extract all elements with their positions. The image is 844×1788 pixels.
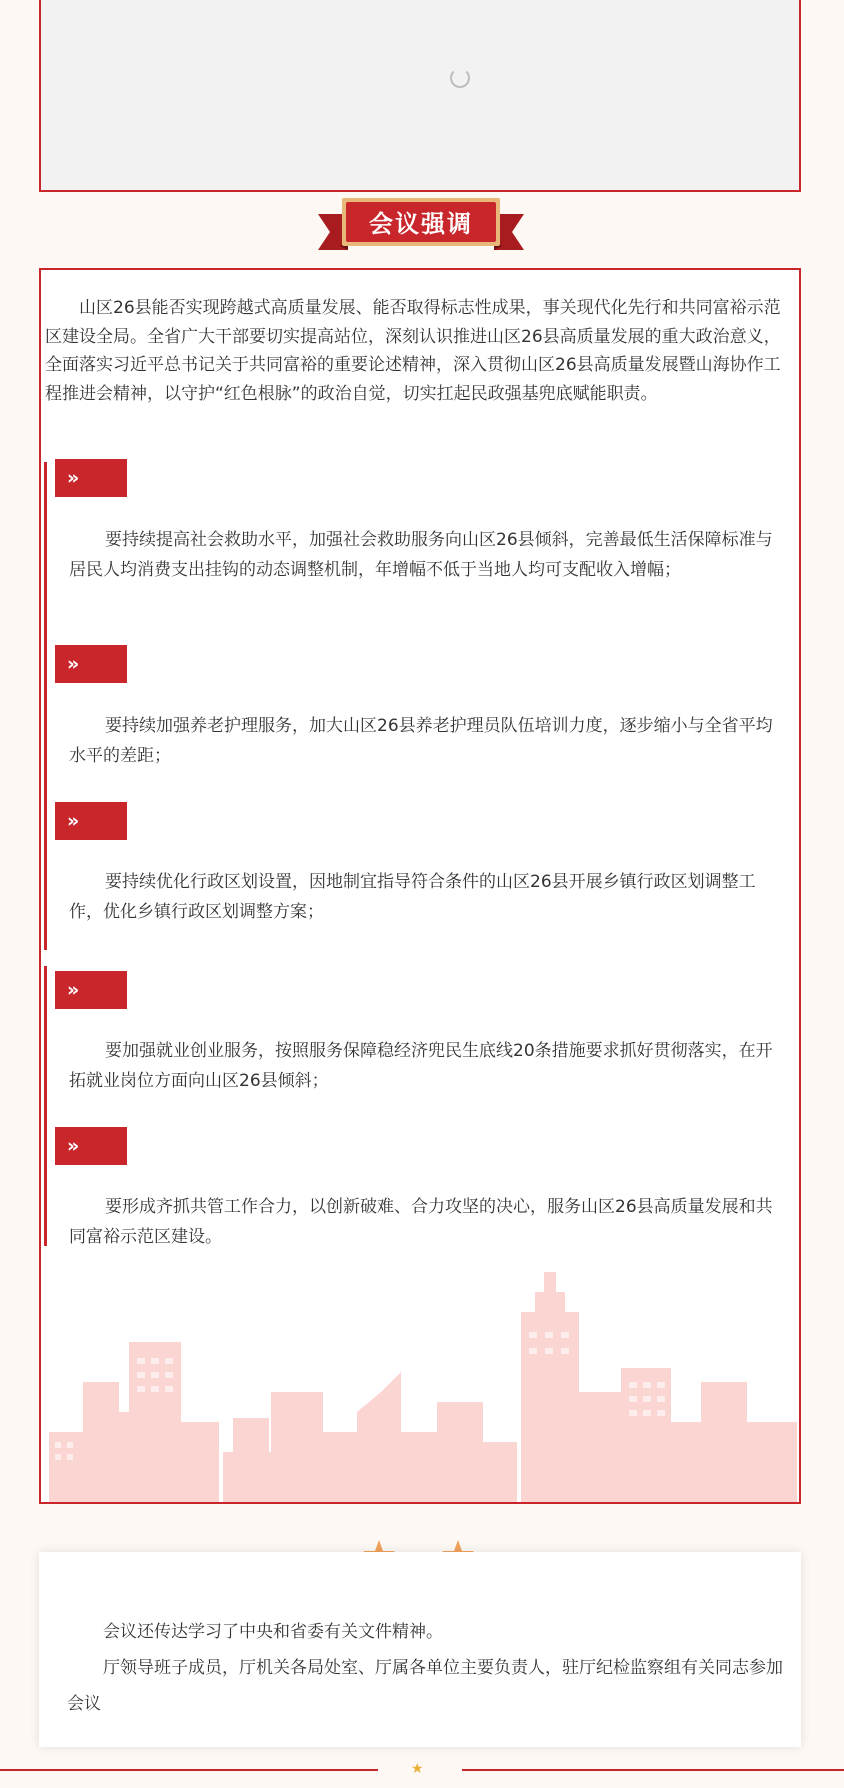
intro-paragraph: 山区26县能否实现跨越式高质量发展、能否取得标志性成果，事关现代化先行和共同富裕示范区建设全局。全省广大干部要切实提高站位，深刻认识推进山区26县高质量发展的重大政治意义，全面落实习近平总书记关于共同富裕的重要论述精神，深入贯彻山区26县高质量发展暨山海协作工程推进会精神，以守护“红色根脉”的政治自觉，切实扛起民政强基兜底赋能职责。: [45, 298, 781, 404]
item-paragraph: 要持续优化行政区划设置，因地制宜指导符合条件的山区26县开展乡镇行政区划调整工作，优化乡镇行政区划调整方案；: [69, 872, 756, 922]
item-paragraph: 要形成齐抓共管工作合力，以创新破难、合力攻坚的决心，服务山区26县高质量发展和共同富裕示范区建设。: [69, 1197, 773, 1247]
emphasis-panel: [39, 268, 801, 1504]
item-tag: »: [55, 1127, 127, 1165]
decor-left-line: [44, 966, 47, 1246]
item-tag: »: [55, 971, 127, 1009]
section-title: 会议强调: [369, 210, 473, 238]
city-skyline-icon: [41, 1272, 799, 1502]
footer-divider: [462, 1769, 844, 1771]
loading-spinner-icon: [450, 68, 470, 88]
item-paragraph: 要加强就业创业服务，按照服务保障稳经济兜民生底线20条措施要求抓好贯彻落实，在开拓就业岗位方面向山区26县倾斜；: [69, 1041, 773, 1091]
decor-left-line: [44, 462, 47, 950]
video-player[interactable]: [39, 0, 801, 192]
item-tag: »: [55, 645, 127, 683]
item-paragraph: 要持续加强养老护理服务，加大山区26县养老护理员队伍培训力度，逐步缩小与全省平均水平的差距；: [69, 716, 773, 766]
footer-divider: [0, 1769, 378, 1771]
closing-card: [39, 1552, 801, 1747]
item-tag: »: [55, 802, 127, 840]
footer-star-icon: ★: [411, 1761, 424, 1777]
item-tag: »: [55, 459, 127, 497]
item-paragraph: 要持续提高社会救助水平，加强社会救助服务向山区26县倾斜，完善最低生活保障标准与居民人均消费支出挂钩的动态调整机制，年增幅不低于当地人均可支配收入增幅；: [69, 530, 773, 580]
closing-line: 厅领导班子成员，厅机关各局处室、厅属各单位主要负责人，驻厅纪检监察组有关同志参加会议: [67, 1658, 783, 1714]
closing-line: 会议还传达学习了中央和省委有关文件精神。: [103, 1622, 443, 1642]
